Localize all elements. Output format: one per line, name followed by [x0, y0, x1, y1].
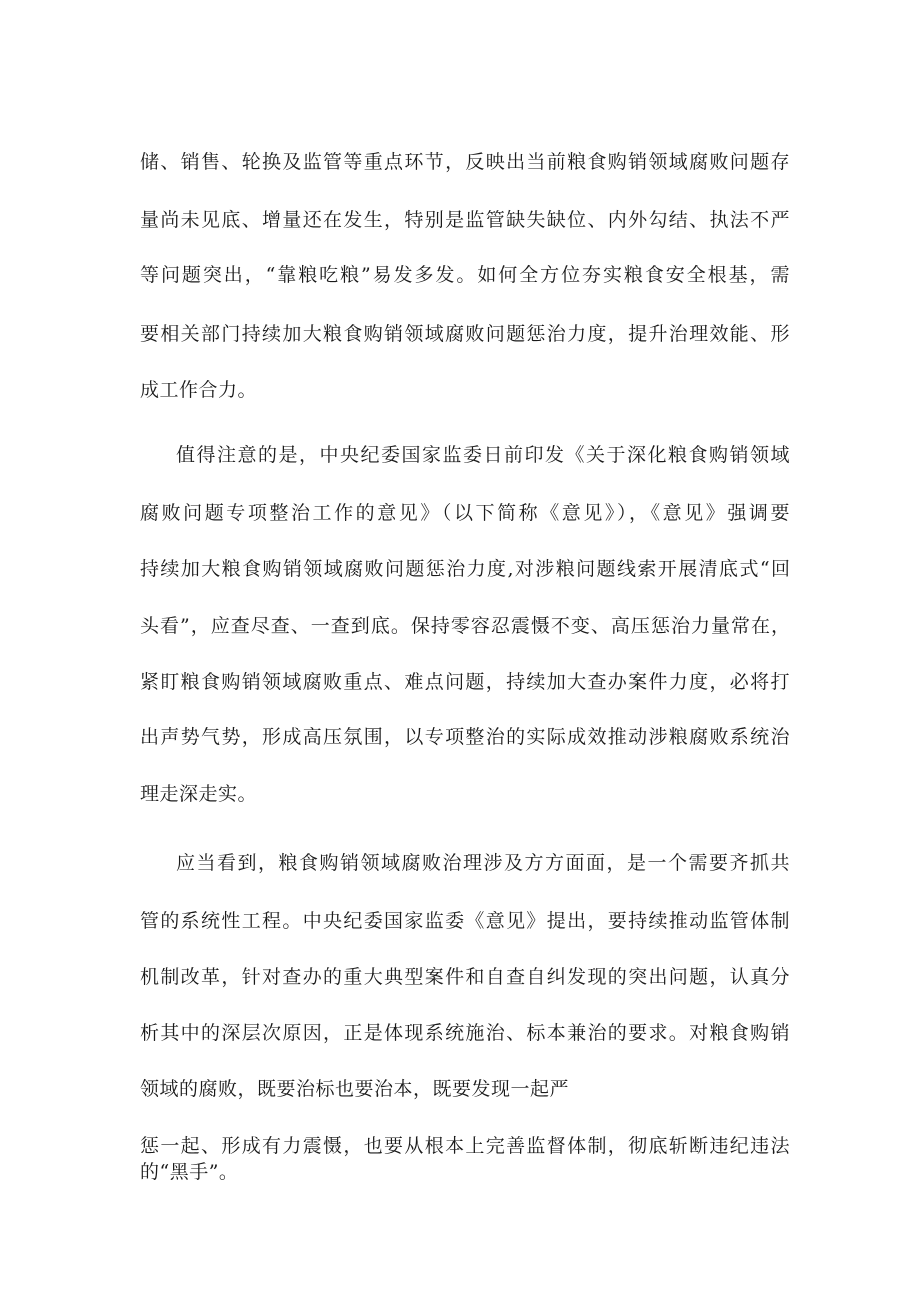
text-line: 析其中的深层次原因，正是体现系统施治、标本兼治的要求。对粮食购销 [140, 1022, 790, 1044]
text-line: 紧盯粮食购销领域腐败重点、难点问题，持续加大查办案件力度，必将打 [140, 671, 790, 693]
text-line: 值得注意的是，中央纪委国家监委日前印发《关于深化粮食购销领域 [176, 444, 790, 466]
text-line: 要相关部门持续加大粮食购销领域腐败问题惩治力度，提升治理效能、形 [140, 323, 790, 345]
text-line: 等问题突出，“靠粮吃粮”易发多发。如何全方位夯实粮食安全根基，需 [140, 264, 790, 286]
text-line: 出声势气势，形成高压氛围，以专项整治的实际成效推动涉粮腐败系统治 [140, 726, 790, 748]
text-line: 机制改革，针对查办的重大典型案件和自查自纠发现的突出问题，认真分 [140, 966, 790, 988]
text-line: 理走深走实。 [140, 783, 258, 805]
text-line: 量尚未见底、增量还在发生，特别是监管缺失缺位、内外勾结、执法不严 [140, 209, 790, 231]
text-line: 成工作合力。 [140, 379, 258, 401]
text-line: 储、销售、轮换及监管等重点环节，反映出当前粮食购销领域腐败问题存 [140, 151, 790, 173]
text-line: 持续加大粮食购销领域腐败问题惩治力度,对涉粮问题线索开展清底式“回 [140, 558, 790, 580]
text-line: 管的系统性工程。中央纪委国家监委《意见》提出，要持续推动监管体制 [140, 910, 790, 932]
text-line: 的“黑手”。 [140, 1161, 239, 1183]
text-line: 领域的腐败，既要治标也要治本，既要发现一起严 [140, 1078, 570, 1100]
text-line: 惩一起、形成有力震慑，也要从根本上完善监督体制，彻底斩断违纪违法 [140, 1135, 790, 1157]
text-line: 头看”，应查尽查、一查到底。保持零容忍震慑不变、高压惩治力量常在， [140, 615, 790, 637]
text-line: 腐败问题专项整治工作的意见》（以下简称《意见》），《意见》强调要 [140, 502, 790, 524]
text-line: 应当看到，粮食购销领域腐败治理涉及方方面面，是一个需要齐抓共 [176, 852, 790, 874]
